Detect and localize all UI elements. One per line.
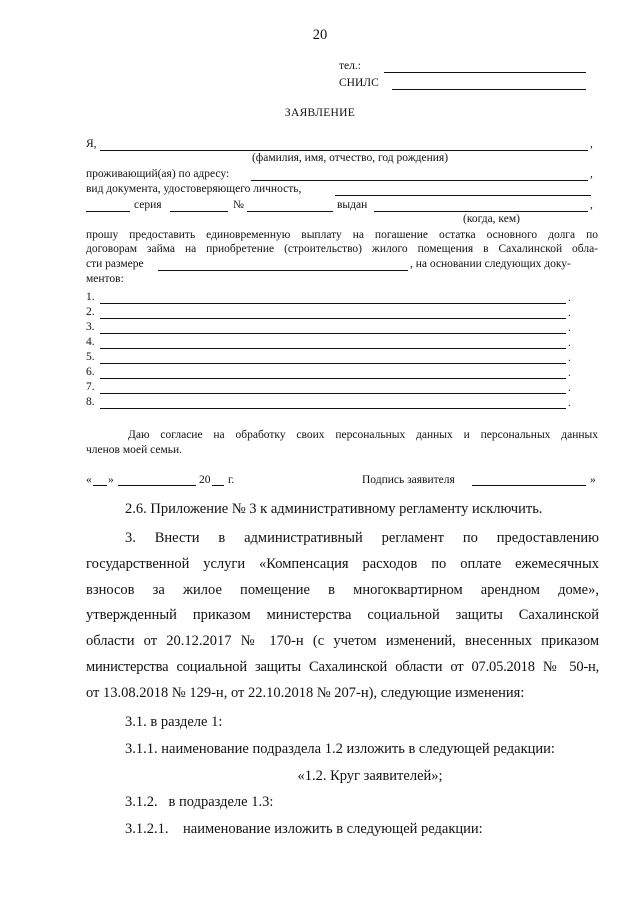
page-number: 20 [312,27,328,43]
paragraph-3-1: 3.1. в разделе 1: [125,714,223,730]
line-end-dot: . [568,367,571,379]
series-field[interactable] [170,211,228,212]
document-field-1[interactable] [100,303,566,304]
closing-quote: » [590,474,596,486]
year-suffix: г. [228,474,235,486]
paragraph-3-line-2: государственной услуги «Компенсация расходов по оплате ежемесячных [86,556,599,572]
document-field-2[interactable] [100,318,566,319]
month-field[interactable] [118,485,196,486]
list-item-number: 5. [86,351,95,363]
request-line-3b: , на основании следующих доку- [410,258,571,270]
paragraph-3-1-2-1: 3.1.2.1. наименование изложить в следующей редакции: [125,821,483,837]
doc-type-label: вид документа, удостоверяющего личность, [86,183,302,195]
consent-line-1: Даю согласие на обработку своих персональных данных и персональных данных [128,429,598,441]
date-open-quote: « [86,474,92,486]
line-end-dot: . [568,292,571,304]
date-close-quote: » [108,474,114,486]
amount-field[interactable] [158,270,408,271]
list-item-number: 2. [86,306,95,318]
request-line-2: договорам займа на приобретение (строительство) жилого помещения в Сахалинской обла- [86,243,598,255]
paragraph-3-line-3: взносов за жилое помещение в многоквартирном арендном доме», [86,582,599,598]
document-field-8[interactable] [100,408,566,409]
signature-label: Подпись заявителя [362,474,455,486]
line-end-dot: . [568,322,571,334]
word: регламент [381,530,444,546]
tel-label: тел.: [339,60,361,72]
document-field-6[interactable] [100,378,566,379]
paragraph-3-line-5: области от 20.12.2017 № 170-н (с учетом изменений, внесенных приказом [86,633,599,649]
word: Внести [154,530,200,546]
day-field[interactable] [93,485,107,486]
signature-field[interactable] [472,485,586,486]
word: 3. [125,530,136,546]
list-item-number: 7. [86,381,95,393]
list-item-number: 6. [86,366,95,378]
document-field-7[interactable] [100,393,566,394]
paragraph-3-line-1 [125,529,599,547]
snils-label: СНИЛС [339,77,379,89]
paragraph-3-line-7: от 13.08.2018 № 129-н, от 22.10.2018 № 207-н), следующие изменения: [86,685,525,701]
line-end-dot: . [568,382,571,394]
when-by-hint: (когда, кем) [463,213,520,225]
paragraph-1-2-title: «1.2. Круг заявителей»; [297,768,443,784]
comma: , [590,168,593,180]
document-field-4[interactable] [100,348,566,349]
snils-field[interactable] [392,89,586,90]
fio-hint: (фамилия, имя, отчество, год рождения) [251,152,449,164]
number-field[interactable] [247,211,333,212]
consent-line-2: членов моей семьи. [86,444,183,456]
request-line-4: ментов: [86,273,124,285]
paragraph-2-6: 2.6. Приложение № 3 к административному регламенту исключить. [125,501,543,517]
list-item-number: 4. [86,336,95,348]
doc-type-field[interactable] [335,195,591,196]
line-end-dot: . [568,397,571,409]
address-field[interactable] [251,180,588,181]
year-field[interactable] [212,485,224,486]
request-line-3a: сти размере [86,258,144,270]
word: по [462,530,478,546]
form-title: ЗАЯВЛЕНИЕ [284,107,356,119]
doc-prefix-field[interactable] [86,211,130,212]
paragraph-3-line-4: утвержденный приказом министерства социальной защиты Сахалинской [86,607,599,623]
document-field-5[interactable] [100,363,566,364]
comma: , [590,138,593,150]
series-label: серия [134,199,162,211]
line-end-dot: . [568,337,571,349]
word: в [218,530,226,546]
request-line-1: прошу предоставить единовременную выплату на погашение остатка основного долга по [86,229,598,241]
paragraph-3-1-1: 3.1.1. наименование подраздела 1.2 изложить в следующей редакции: [125,741,555,757]
paragraph-3-1-2: 3.1.2. в подразделе 1.3: [125,794,274,810]
tel-field[interactable] [384,72,586,73]
comma: , [590,199,593,211]
document-field-3[interactable] [100,333,566,334]
number-label: № [233,199,244,211]
word: административный [244,530,363,546]
residing-label: проживающий(ая) по адресу: [86,168,230,180]
list-item-number: 8. [86,396,95,408]
line-end-dot: . [568,352,571,364]
list-item-number: 3. [86,321,95,333]
issued-label: выдан [337,199,368,211]
line-end-dot: . [568,307,571,319]
ya-label: Я, [86,138,97,150]
year-prefix: 20 [199,474,211,486]
paragraph-3-line-6: министерства социальной защиты Сахалинской области от 07.05.2018 № 50-н, [86,659,599,675]
list-item-number: 1. [86,291,95,303]
word: предоставлению [496,530,599,546]
